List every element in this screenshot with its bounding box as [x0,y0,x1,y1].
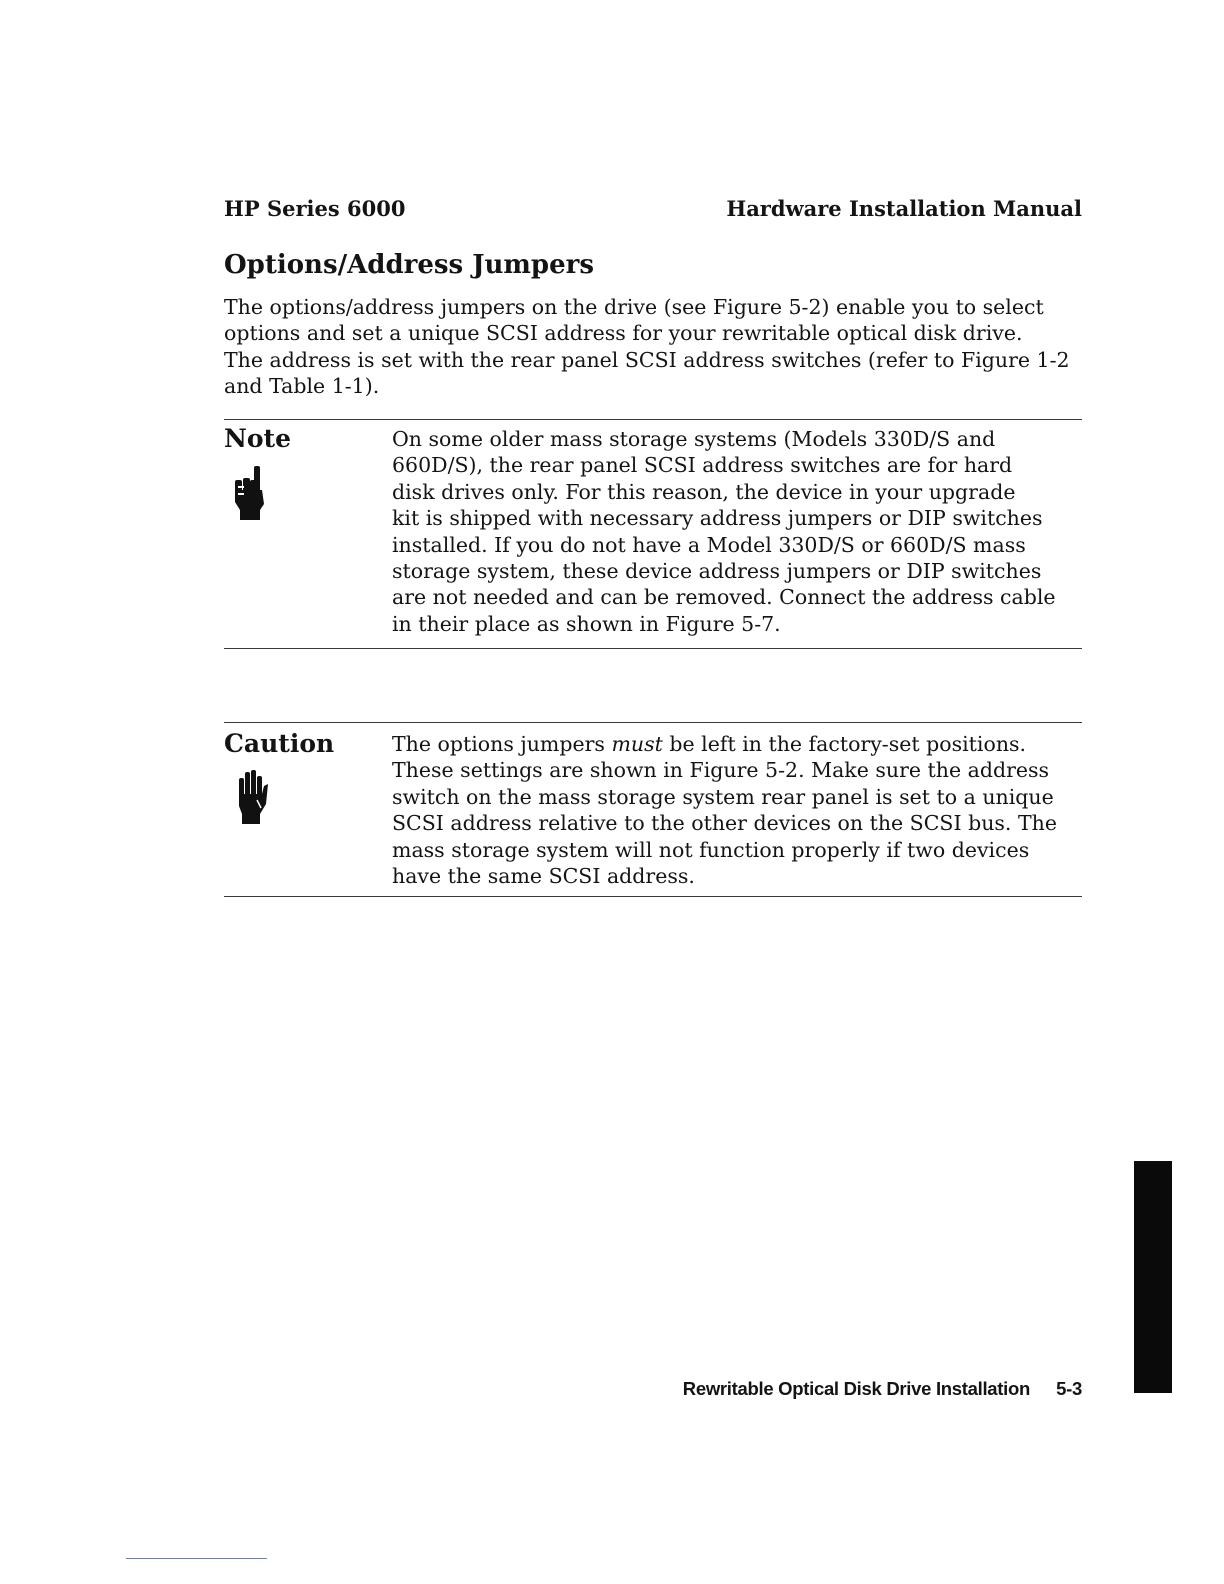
note-line: disk drives only. For this reason, the device in your upgrade [392,479,1016,504]
raised-hand-icon [232,768,270,832]
note-line: in their place as shown in Figure 5-7. [392,611,781,636]
caution-line: These settings are shown in Figure 5-2. Make sure the address [392,758,1050,783]
caution-line-end: be left in the factory-set positions. [662,732,1027,756]
page-number: 5-3 [1056,1378,1082,1399]
intro-line: and Table 1-1). [224,374,380,399]
note-line: On some older mass storage systems (Models 330D/S and [392,427,996,451]
caution-line-start: The options jumpers [392,732,612,756]
note-top-rule [224,419,1082,420]
running-header [224,196,1082,224]
caution-line: switch on the mass storage system rear panel is set to a unique [392,784,1054,809]
caution-bottom-rule [224,896,1082,897]
intro-line: options and set a unique SCSI address for your rewritable optical disk drive. [224,321,1023,346]
caution-emphasis: must [611,732,663,756]
note-body [392,426,1082,637]
note-line: installed. If you do not have a Model 330D/S or 660D/S mass [392,532,1026,557]
caution-label: Caution [224,729,335,758]
pointing-hand-icon [232,464,270,528]
caution-top-rule [224,722,1082,723]
intro-line: The address is set with the rear panel SCSI address switches (refer to Figure 1-2 [224,347,1070,372]
header-manual-title: Hardware Installation Manual [726,196,1082,221]
note-line: 660D/S), the rear panel SCSI address switches are for hard [392,453,1013,478]
note-line: are not needed and can be removed. Connect the address cable [392,585,1056,610]
section-title: Options/Address Jumpers [224,250,594,280]
scan-edge-line [126,1558,267,1559]
header-series-title: HP Series 6000 [224,196,406,221]
footer-chapter-title: Rewritable Optical Disk Drive Installation [682,1378,1030,1399]
chapter-thumb-tab [1134,1161,1172,1393]
caution-body [392,731,1082,889]
intro-paragraph [224,294,1084,400]
note-label: Note [224,424,291,453]
caution-line: SCSI address relative to the other devices on the SCSI bus. The [392,811,1057,836]
caution-line: have the same SCSI address. [392,864,695,889]
page-footer [560,1378,1082,1404]
note-bottom-rule [224,648,1082,649]
note-line: kit is shipped with necessary address jumpers or DIP switches [392,506,1043,531]
note-line: storage system, these device address jumpers or DIP switches [392,559,1042,584]
caution-line [392,731,1082,757]
intro-line: The options/address jumpers on the drive (see Figure 5-2) enable you to select [224,295,1044,319]
caution-line: mass storage system will not function properly if two devices [392,837,1030,862]
